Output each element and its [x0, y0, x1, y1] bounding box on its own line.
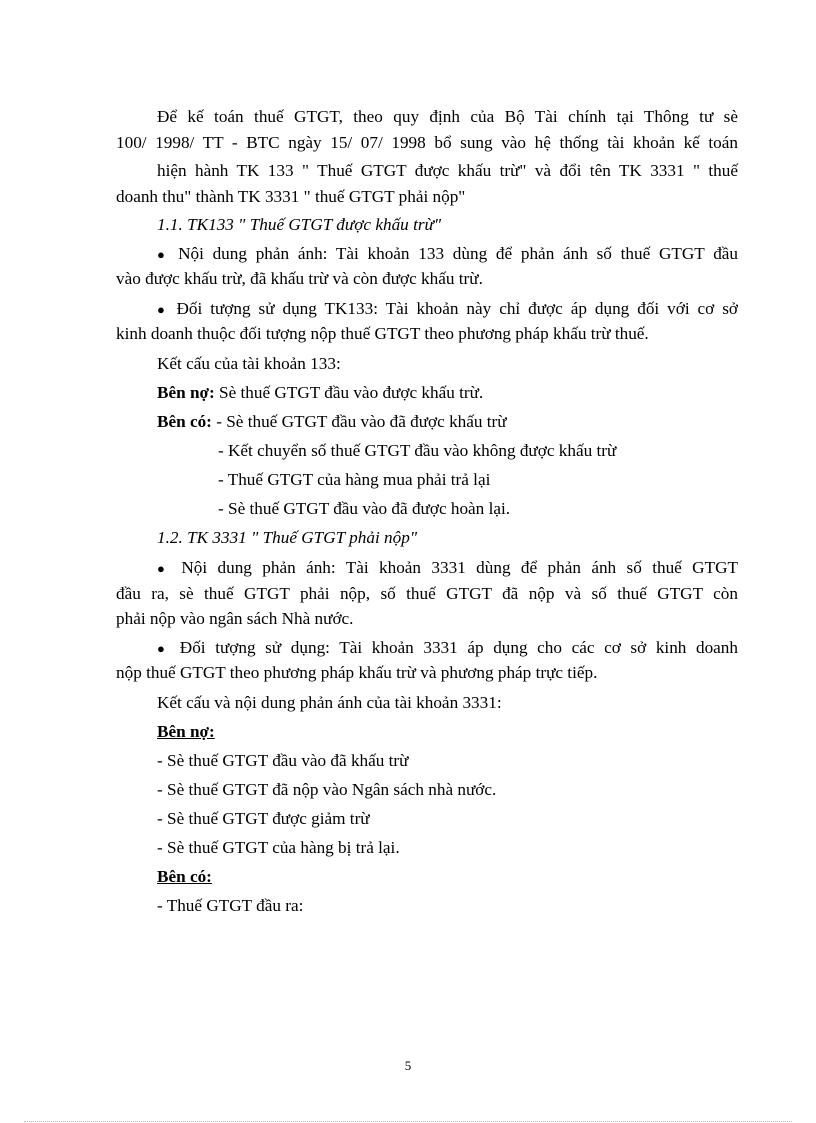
bullet-text: Nội dung phản ánh: Tài khoản 133 dùng để phản ánh số thuế GTGT đầu — [178, 244, 739, 263]
bullet-text: Đối tượng sử dụng TK133: Tài khoản này chỉ được áp dụng đối với cơ sở — [176, 299, 738, 318]
bullet-icon: ● — [157, 641, 171, 656]
bullet-subject-3331-line-1 — [157, 636, 738, 661]
credit-133-item-2: - Kết chuyển số thuế GTGT đầu vào không được khấu trừ — [218, 441, 617, 460]
bullet-subject-3331-line-2: nộp thuế GTGT theo phương pháp khấu trừ và phương pháp trực tiếp. — [116, 663, 598, 682]
credit-133-item-3: - Thuế GTGT của hàng mua phải trả lại — [218, 470, 491, 489]
debit-3331-item-2: - Sè thuế GTGT đã nộp vào Ngân sách nhà nước. — [157, 780, 497, 799]
bullet-content-3331-line-2: đầu ra, sè thuế GTGT phải nộp, số thuế GTGT đã nộp và số thuế GTGT còn — [116, 584, 738, 603]
paragraph-intro-line-1: Để kế toán thuế GTGT, theo quy định của Bộ Tài chính tại Thông tư sè — [157, 107, 738, 126]
debit-3331-item-1: - Sè thuế GTGT đầu vào đã khấu trừ — [157, 751, 409, 770]
debit-3331-item-3: - Sè thuế GTGT được giảm trừ — [157, 809, 370, 828]
debit-3331-label: Bên nợ: — [157, 722, 215, 741]
page-number: 5 — [404, 1058, 412, 1073]
debit-3331-item-4: - Sè thuế GTGT của hàng bị trả lại. — [157, 838, 400, 857]
credit-133-line — [157, 410, 779, 434]
bullet-subject-133-line-2: kinh doanh thuộc đối tượng nộp thuế GTGT theo phương pháp khấu trừ thuế. — [116, 324, 649, 343]
bullet-text: Đối tượng sử dụng: Tài khoản 3331 áp dụng cho các cơ sở kinh doanh — [179, 638, 738, 657]
bullet-subject-133-line-1 — [157, 297, 738, 322]
bullet-content-133-line-1 — [157, 242, 738, 267]
bullet-content-133-line-2: vào được khấu trừ, đã khấu trừ và còn được khấu trừ. — [116, 269, 483, 288]
bullet-icon: ● — [157, 247, 170, 262]
structure-3331-label: Kết cấu và nội dung phản ánh của tài khoản 3331: — [157, 693, 502, 712]
bullet-icon: ● — [157, 561, 171, 576]
bullet-content-3331-line-1 — [157, 556, 738, 581]
section-heading-1-2: 1.2. TK 3331 " Thuế GTGT phải nộp" — [157, 528, 418, 547]
page-bottom-divider — [24, 1121, 792, 1122]
credit-3331-item-1: - Thuế GTGT đầu ra: — [157, 896, 304, 915]
bullet-icon: ● — [157, 302, 169, 317]
credit-3331-label: Bên có: — [157, 867, 212, 886]
section-heading-1-1: 1.1. TK133 " Thuế GTGT được khấu trừ" — [157, 215, 442, 234]
paragraph-intro-line-4: doanh thu" thành TK 3331 " thuế GTGT phải nộp" — [116, 187, 466, 206]
credit-text: - Sè thuế GTGT đầu vào đã được khấu trừ — [211, 412, 507, 431]
structure-133-label: Kết cấu của tài khoản 133: — [157, 354, 341, 373]
debit-text: Sè thuế GTGT đầu vào được khấu trừ. — [214, 383, 484, 402]
paragraph-intro-line-2: 100/ 1998/ TT - BTC ngày 15/ 07/ 1998 bổ sung vào hệ thống tài khoản kế toán — [116, 133, 738, 152]
bullet-content-3331-line-3: phải nộp vào ngân sách Nhà nước. — [116, 609, 354, 628]
debit-133-line — [157, 381, 779, 405]
paragraph-intro-line-3: hiện hành TK 133 " Thuế GTGT được khấu trừ" và đổi tên TK 3331 " thuế — [157, 161, 738, 180]
credit-133-item-4: - Sè thuế GTGT đầu vào đã được hoàn lại. — [218, 499, 511, 518]
debit-label: Bên nợ: — [157, 383, 215, 402]
bullet-text: Nội dung phản ánh: Tài khoản 3331 dùng để phản ánh số thuế GTGT — [181, 558, 739, 577]
credit-label: Bên có: — [157, 412, 212, 431]
